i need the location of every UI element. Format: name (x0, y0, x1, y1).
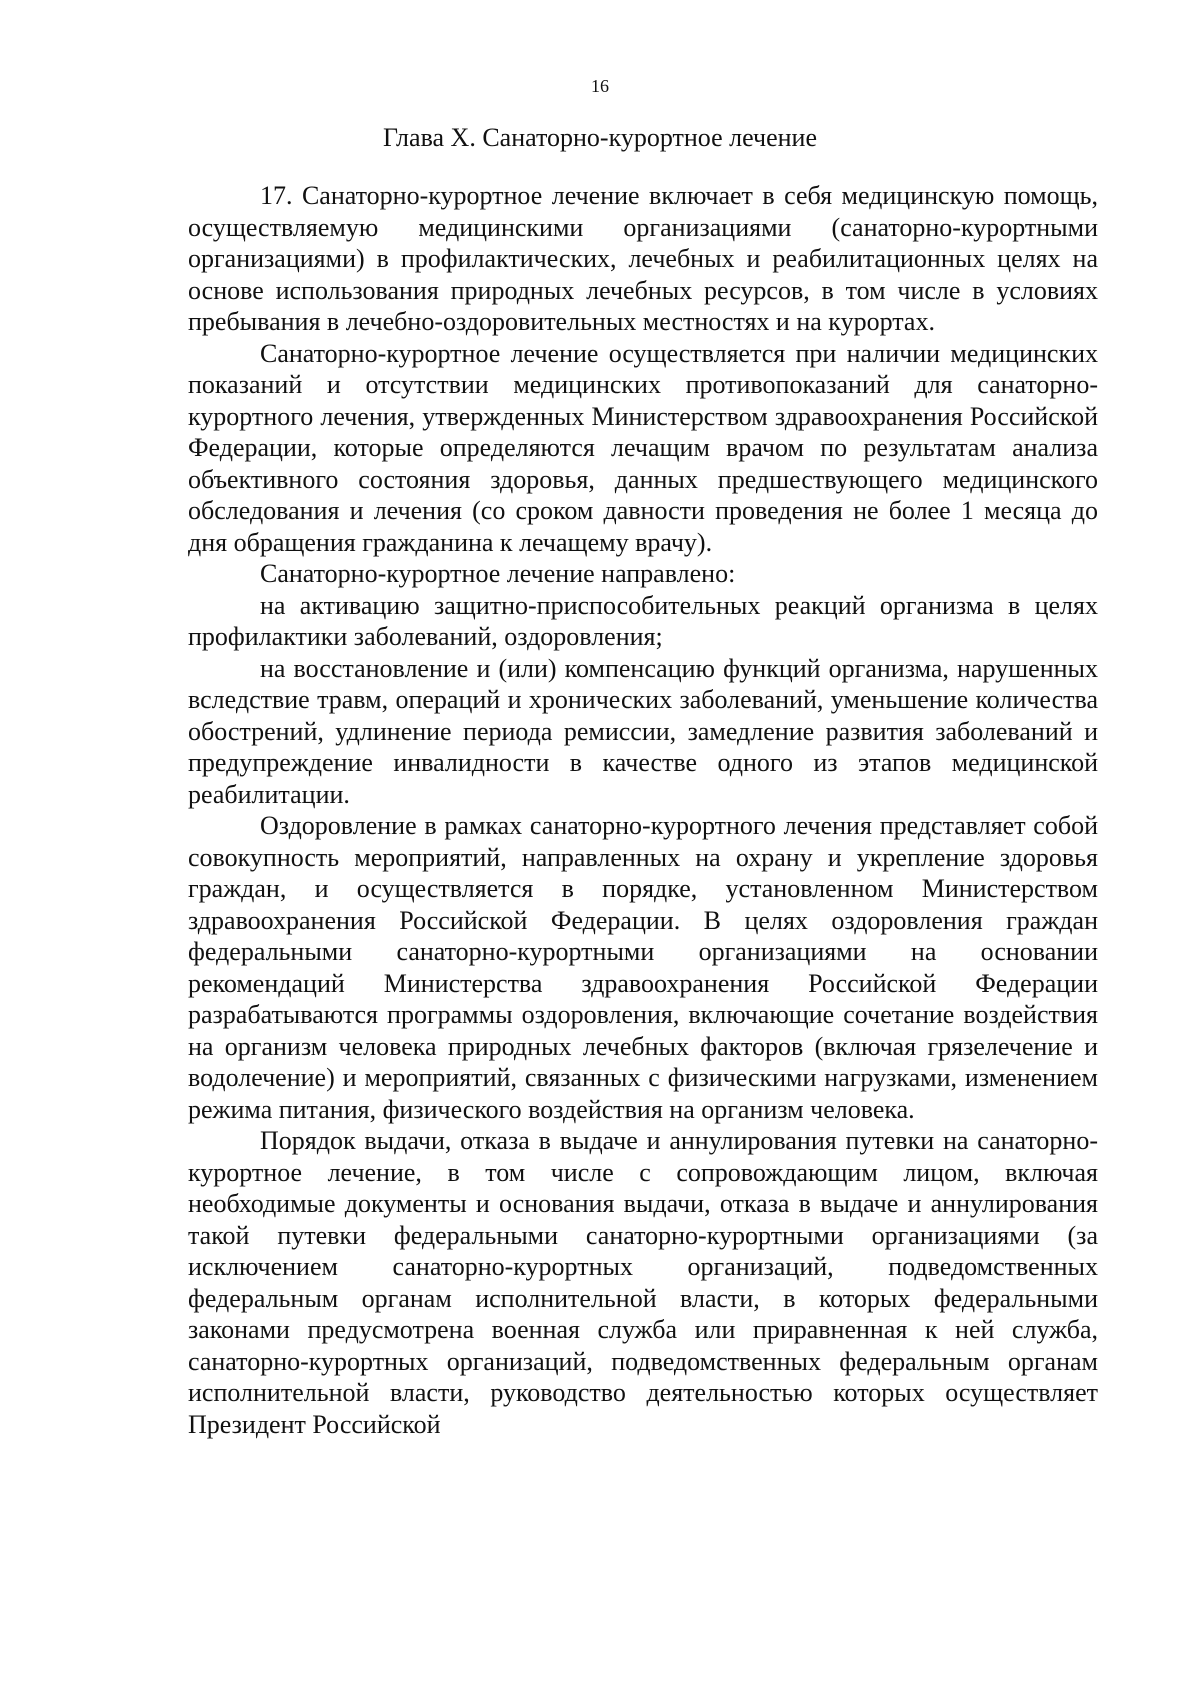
paragraph-indications: Санаторно-курортное лечение осуществляется при наличии медицинских показаний и отсутствии медицинских противопоказаний для санаторно-курортного лечения, утвержденных Министерством здравоохранения Российской Федерации, которые определяются лечащим врачом по результатам анализа объективного состояния здоровья, данных предшествующего медицинского обследования и лечения (со сроком давности проведения не более 1 месяца до дня обращения гражданина к лечащему врачу). (188, 338, 1098, 557)
paragraph-voucher-procedure: Порядок выдачи, отказа в выдаче и аннулирования путевки на санаторно-курортное лечение, в том числе с сопровождающим лицом, включая необходимые документы и основания выдачи, отказа в выдаче и аннулирования такой путевки федеральными санаторно-курортными организациями (за исключением санаторно-курортных организаций, подведомственных федеральным органам исполнительной власти, в которых федеральными законами предусмотрена военная служба или приравненная к ней служба, санаторно-курортных организаций, подведомственных федеральным органам исполнительной власти, руководство деятельностью которых осуществляет Президент Российской (188, 1126, 1098, 1439)
paragraph-17-intro: 17. Санаторно-курортное лечение включает в себя медицинскую помощь, осуществляемую медицинскими организациями (санаторно-курортными организациями) в профилактических, лечебных и реабилитационных целях на основе использования природных лечебных ресурсов, в том числе в условиях пребывания в лечебно-оздоровительных местностях и на курортах. (188, 181, 1098, 336)
body-text (188, 180, 1098, 1440)
chapter-title: Глава X. Санаторно-курортное лечение (382, 123, 817, 152)
paragraph-aim-restoration: на восстановление и (или) компенсацию функций организма, нарушенных вследствие травм, операций и хронических заболеваний, уменьшение количества обострений, удлинение периода ремиссии, замедление развития заболеваний и предупреждение инвалидности в качестве одного из этапов медицинской реабилитации. (188, 653, 1098, 809)
paragraph-aims-heading: Санаторно-курортное лечение направлено: (260, 559, 736, 588)
paragraph-wellness: Оздоровление в рамках санаторно-курортного лечения представляет собой совокупность мероприятий, направленных на охрану и укрепление здоровья граждан, и осуществляется в порядке, установленном Министерством здравоохранения Российской Федерации. В целях оздоровления граждан федеральными санаторно-курортными организациями на основании рекомендаций Министерства здравоохранения Российской Федерации разрабатываются программы оздоровления, включающие сочетание воздействия на организм человека природных лечебных факторов (включая грязелечение и водолечение) и мероприятий, связанных с физическими нагрузками, изменением режима питания, физического воздействия на организм человека. (188, 811, 1098, 1124)
page-number: 16 (591, 76, 609, 96)
paragraph-aim-activation: на активацию защитно-приспособительных реакций организма в целях профилактики заболеваний, оздоровления; (188, 590, 1098, 651)
